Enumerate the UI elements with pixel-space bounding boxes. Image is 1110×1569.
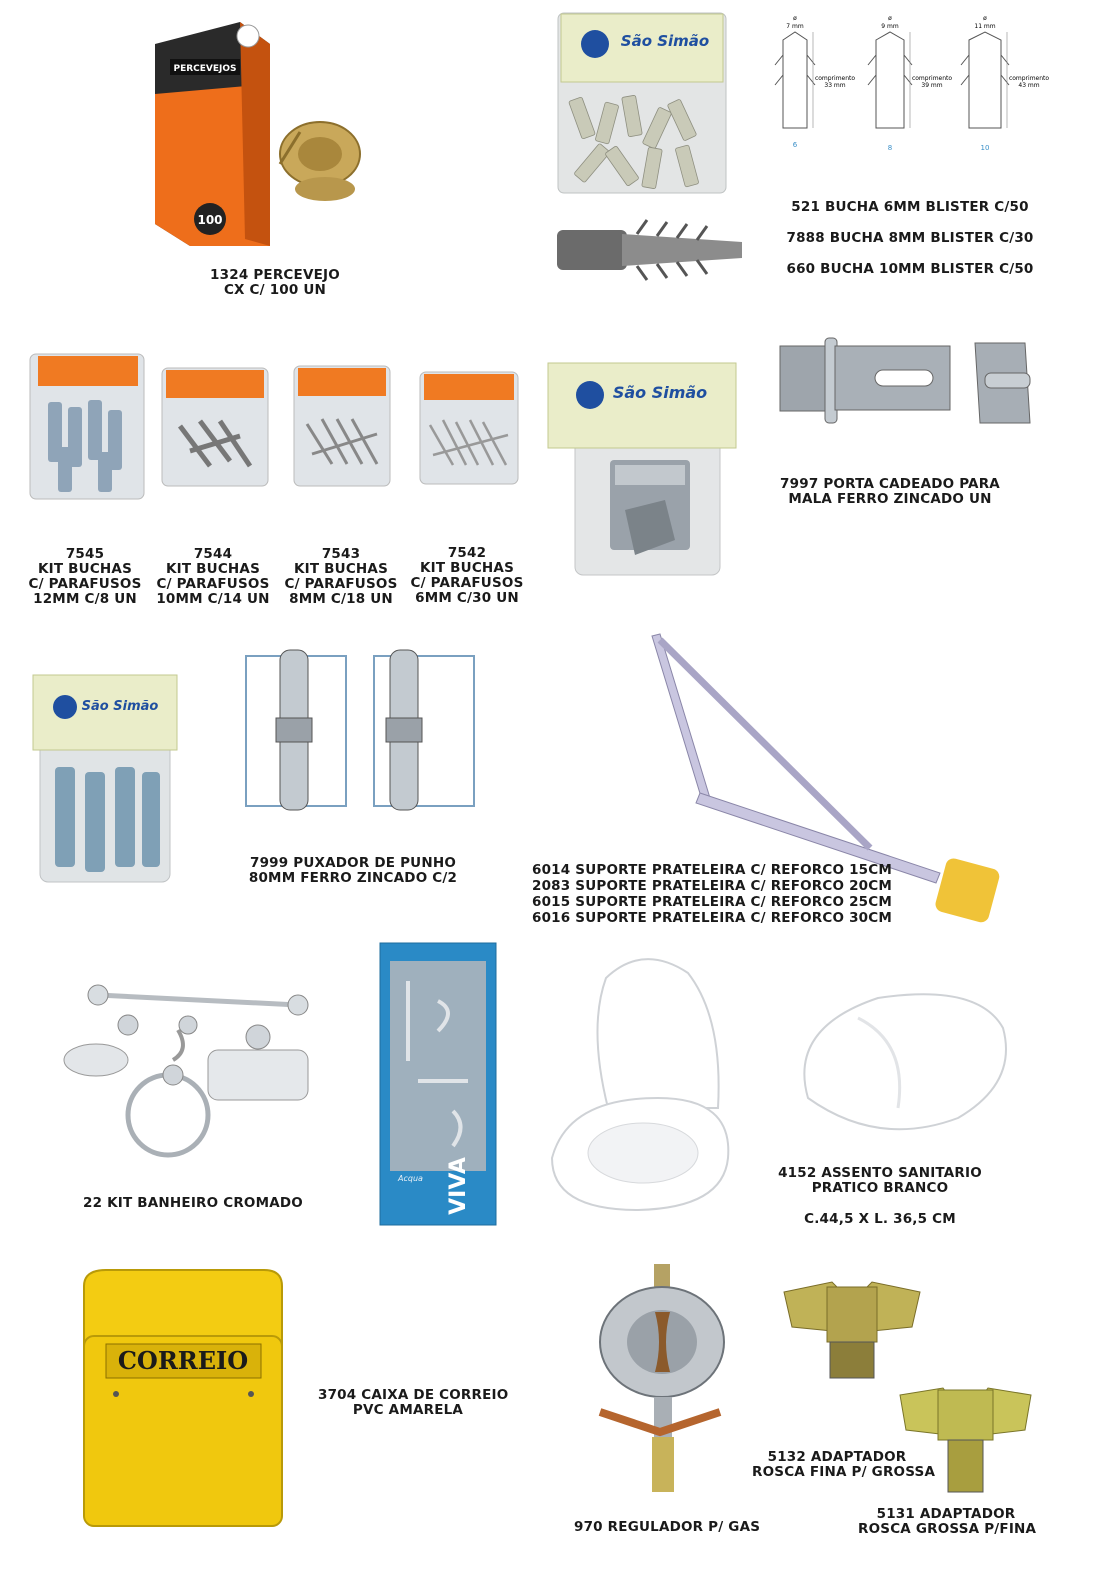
caption-line: 6016 SUPORTE PRATELEIRA C/ REFORCO 30CM — [532, 910, 893, 926]
caption-line: KIT BUCHAS — [165, 561, 261, 577]
box-sub-text: Acqua — [398, 1174, 423, 1183]
caixa-correio-caption — [318, 1387, 509, 1418]
porta-cadeado-hasp-image — [775, 328, 1045, 428]
caption-line: PRATICO BRANCO — [811, 1180, 949, 1196]
diag-length-label: comprimento — [1008, 75, 1050, 82]
diag-size-6: 6 — [792, 141, 798, 149]
diag-length-10: 43 mm — [1018, 82, 1040, 89]
caption-line: C/ PARAFUSOS — [28, 576, 142, 592]
caption-line: KIT BUCHAS — [37, 561, 133, 577]
kit-7544-caption — [148, 547, 278, 607]
caption-line: 10MM C/14 UN — [156, 591, 270, 607]
diag-length-label: comprimento — [911, 75, 953, 82]
caption-line: 7997 PORTA CADEADO PARA — [780, 476, 1000, 492]
bucha-dimension-diagram — [765, 10, 1055, 155]
caption-line: C/ PARAFUSOS — [156, 576, 270, 592]
adaptador-5132-caption — [752, 1449, 936, 1480]
brand-name: São Simão — [620, 32, 710, 50]
caixa-correio-image — [76, 1266, 290, 1530]
caption-line: PVC AMARELA — [352, 1402, 464, 1418]
kit-banheiro-box-image — [378, 941, 498, 1227]
kit-7543-caption — [276, 547, 406, 607]
caption-line: KIT BUCHAS — [419, 560, 515, 576]
phi-symbol: ø — [793, 15, 797, 22]
assento-open-image — [548, 948, 738, 1213]
phi-symbol: ø — [888, 15, 892, 22]
diag-length-8: 39 mm — [921, 82, 943, 89]
caption-line: 7543 — [321, 546, 361, 562]
kit-7545-caption — [20, 547, 150, 607]
percevejo-image — [150, 14, 390, 254]
assento-closed-image — [788, 988, 1013, 1143]
box-brand-text: PERCEVEJOS — [173, 64, 237, 74]
kit-banheiro-caption — [78, 1196, 308, 1211]
caption-line: 22 KIT BANHEIRO CROMADO — [83, 1195, 303, 1211]
mailbox-plate-text: CORREIO — [117, 1346, 249, 1375]
kit-7543-image — [292, 364, 392, 488]
diag-length-label: comprimento — [814, 75, 856, 82]
caption-line: CX C/ 100 UN — [223, 282, 327, 298]
kit-7542-caption — [402, 546, 532, 606]
caption-line: 1324 PERCEVEJO — [210, 267, 340, 283]
porta-cadeado-bag-image — [545, 360, 740, 580]
caption-line: 12MM C/8 UN — [33, 591, 137, 607]
bucha-bag-image — [555, 8, 730, 198]
adaptador-5132-image — [782, 1272, 922, 1384]
brand-name: São Simão — [612, 383, 708, 402]
caption-line: 7545 — [65, 546, 105, 562]
caption-line: 5131 ADAPTADOR — [876, 1506, 1016, 1522]
brand-name: São Simão — [81, 699, 159, 714]
porta-cadeado-caption — [775, 477, 1005, 507]
regulador-caption — [574, 1519, 761, 1535]
adaptador-5131-image — [898, 1380, 1033, 1495]
caption-line: 2083 SUPORTE PRATELEIRA C/ REFORCO 20CM — [532, 878, 893, 894]
suporte-caption — [532, 862, 892, 926]
diag-size-10: 10 — [980, 144, 990, 152]
kit-banheiro-image — [58, 975, 318, 1165]
bucha-caption — [775, 192, 1045, 285]
diag-size-8: 8 — [887, 144, 893, 152]
caption-line: 6MM C/30 UN — [415, 590, 519, 606]
caption-line: 7542 — [447, 545, 487, 561]
caption-line: ROSCA GROSSA P/FINA — [858, 1521, 1037, 1537]
caption-line: 80MM FERRO ZINCADO C/2 — [248, 870, 458, 886]
caption-line: C/ PARAFUSOS — [284, 576, 398, 592]
caption-line: 970 REGULADOR P/ GAS — [574, 1519, 761, 1535]
caption-line: 3704 CAIXA DE CORREIO — [318, 1387, 509, 1403]
phi-symbol: ø — [983, 15, 987, 22]
caption-line: ROSCA FINA P/ GROSSA — [752, 1464, 936, 1480]
caption-line: 7999 PUXADOR DE PUNHO — [249, 855, 457, 871]
percevejo-caption — [190, 268, 360, 298]
puxador-caption — [248, 856, 458, 886]
box-count-text: 100 — [197, 213, 223, 227]
caption-line: MALA FERRO ZINCADO UN — [788, 491, 992, 507]
caption-line: 8MM C/18 UN — [289, 591, 393, 607]
caption-line: 521 BUCHA 6MM BLISTER C/50 — [791, 199, 1029, 215]
diag-diam-10: 11 mm — [974, 23, 996, 30]
caption-line: 6015 SUPORTE PRATELEIRA C/ REFORCO 25CM — [532, 894, 893, 910]
kit-7544-image — [160, 366, 270, 488]
puxador-image — [240, 648, 480, 813]
assento-caption — [770, 1166, 990, 1196]
diag-diam-6: 7 mm — [786, 23, 804, 30]
diag-diam-8: 9 mm — [881, 23, 899, 30]
puxador-bag-image — [30, 672, 180, 887]
diag-length-6: 33 mm — [824, 82, 846, 89]
caption-line: C/ PARAFUSOS — [410, 575, 524, 591]
caption-line: 6014 SUPORTE PRATELEIRA C/ REFORCO 15CM — [532, 862, 893, 878]
adaptador-5131-caption — [858, 1506, 1037, 1537]
caption-line: 5132 ADAPTADOR — [767, 1449, 907, 1465]
caption-line: 7888 BUCHA 8MM BLISTER C/30 — [786, 230, 1034, 246]
assento-dims: C.44,5 X L. 36,5 CM — [804, 1211, 956, 1227]
caption-line: 4152 ASSENTO SANITARIO — [778, 1165, 982, 1181]
box-brand-text: VIVA — [446, 1157, 471, 1215]
regulador-image — [590, 1262, 740, 1502]
caption-line: 7544 — [193, 546, 233, 562]
bucha-single-image — [552, 212, 752, 287]
kit-7545-image — [28, 352, 146, 502]
caption-line: KIT BUCHAS — [293, 561, 389, 577]
caption-line: 660 BUCHA 10MM BLISTER C/50 — [786, 261, 1034, 277]
kit-7542-image — [418, 370, 520, 486]
